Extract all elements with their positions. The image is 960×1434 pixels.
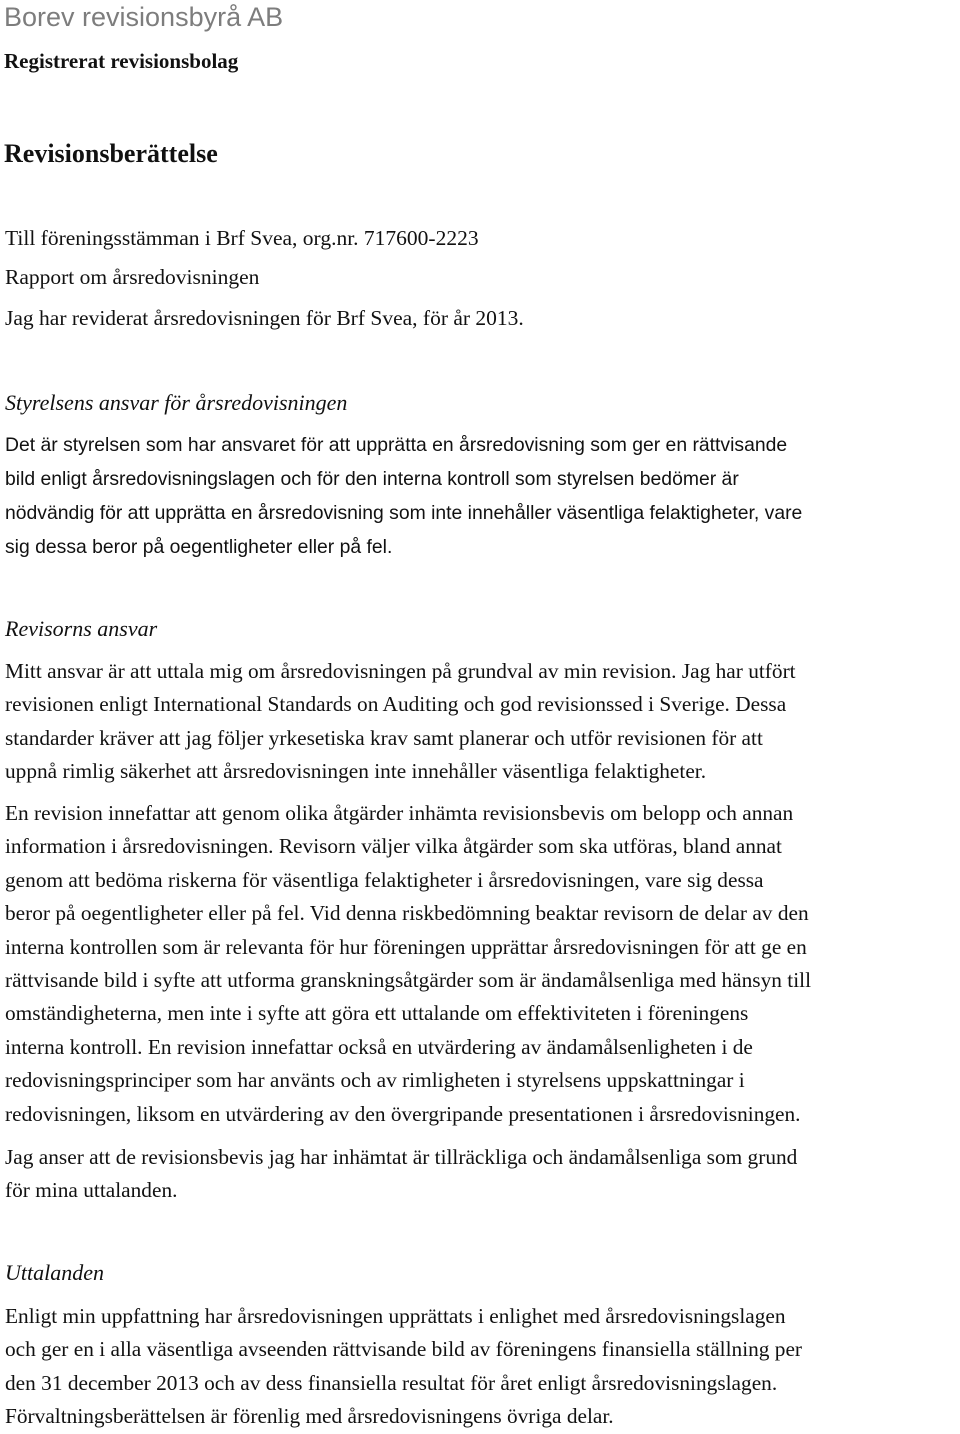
- paragraph-line: sig dessa beror på oegentligheter eller på fel.: [5, 536, 393, 558]
- paragraph-line: genom att bedöma riskerna för väsentliga felaktigheter i årsredovisningen, vare sig dessa: [5, 867, 764, 892]
- paragraph-line: En revision innefattar att genom olika åtgärder inhämta revisionsbevis om belopp och annan: [5, 801, 794, 825]
- paragraph-line: Förvaltningsberättelsen är förenlig med årsredovisningens övriga delar.: [5, 1404, 614, 1429]
- paragraph-line: uppnå rimlig säkerhet att årsredovisningen inte innehåller väsentliga felaktigheter.: [5, 759, 707, 784]
- paragraph-line: Jag anser att de revisionsbevis jag har inhämtat är tillräckliga och ändamålsenliga som grund: [5, 1145, 798, 1169]
- paragraph-line: revisionen enligt International Standards on Auditing och god revisionssed i Sverige. Dessa: [5, 692, 787, 717]
- paragraph-line: standarder kräver att jag följer yrkesetiska krav samt planerar och utför revisionen för att: [5, 725, 763, 750]
- auditor-paragraph-2: [5, 797, 957, 1131]
- auditor-paragraph-1: [5, 655, 957, 789]
- addressee-line: Till föreningsstämman i Brf Svea, org.nr. 717600-2223: [5, 226, 479, 250]
- paragraph-line: Det är styrelsen som har ansvaret för att upprätta en årsredovisning som ger en rättvisande: [5, 434, 788, 456]
- paragraph-line: rättvisande bild i syfte att utforma granskningsåtgärder som är ändamålsenliga med hänsyn till: [5, 968, 812, 993]
- paragraph-line: och ger en i alla väsentliga avseenden rättvisande bild av föreningens finansiella ställning per: [5, 1337, 803, 1362]
- paragraph-line: den 31 december 2013 och av dess finansiella resultat för året enligt årsredovisningslagen.: [5, 1370, 778, 1395]
- firm-subtitle: Registrerat revisionsbolag: [4, 49, 239, 73]
- intro-line: Jag har reviderat årsredovisningen för Brf Svea, för år 2013.: [5, 306, 524, 330]
- paragraph-line: information i årsredovisningen. Revisorn väljer vilka åtgärder som ska utföras, bland annat: [5, 834, 782, 859]
- section-heading-board: Styrelsens ansvar för årsredovisningen: [5, 390, 348, 415]
- paragraph-line: omständigheterna, men inte i syfte att göra ett uttalande om effektiviteten i föreningens: [5, 1001, 749, 1026]
- document-title: Revisionsberättelse: [4, 139, 218, 168]
- report-heading: Rapport om årsredovisningen: [5, 265, 260, 289]
- auditor-paragraph-3: [5, 1141, 957, 1208]
- firm-name: Borev revisionsbyrå AB: [4, 2, 284, 32]
- paragraph-line: redovisningen, liksom en utvärdering av den övergripande presentationen i årsredovisningen.: [5, 1101, 801, 1126]
- paragraph-line: Enligt min uppfattning har årsredovisningen upprättats i enlighet med årsredovisningslagen: [5, 1304, 786, 1328]
- paragraph-line: för mina uttalanden.: [5, 1178, 178, 1203]
- paragraph-line: beror på oegentligheter eller på fel. Vid denna riskbedömning beaktar revisorn de delar av den: [5, 901, 809, 926]
- paragraph-line: bild enligt årsredovisningslagen och för den interna kontroll som styrelsen bedömer är: [5, 468, 739, 490]
- paragraph-line: nödvändig för att upprätta en årsredovisning som inte innehåller väsentliga felaktigheter, vare: [5, 502, 803, 524]
- paragraph-line: interna kontroll. En revision innefattar också en utvärdering av ändamålsenligheten i de: [5, 1034, 753, 1059]
- board-paragraph: [5, 428, 957, 564]
- section-heading-opinion: Uttalanden: [5, 1260, 104, 1285]
- section-heading-auditor: Revisorns ansvar: [5, 616, 158, 641]
- paragraph-line: redovisningsprinciper som har använts och av rimligheten i styrelsens uppskattningar i: [5, 1068, 745, 1093]
- paragraph-line: Mitt ansvar är att uttala mig om årsredovisningen på grundval av min revision. Jag har utfört: [5, 659, 796, 683]
- opinion-paragraph: [5, 1300, 957, 1434]
- paragraph-line: interna kontrollen som är relevanta för hur föreningen upprättar årsredovisningen för att ge en: [5, 934, 807, 959]
